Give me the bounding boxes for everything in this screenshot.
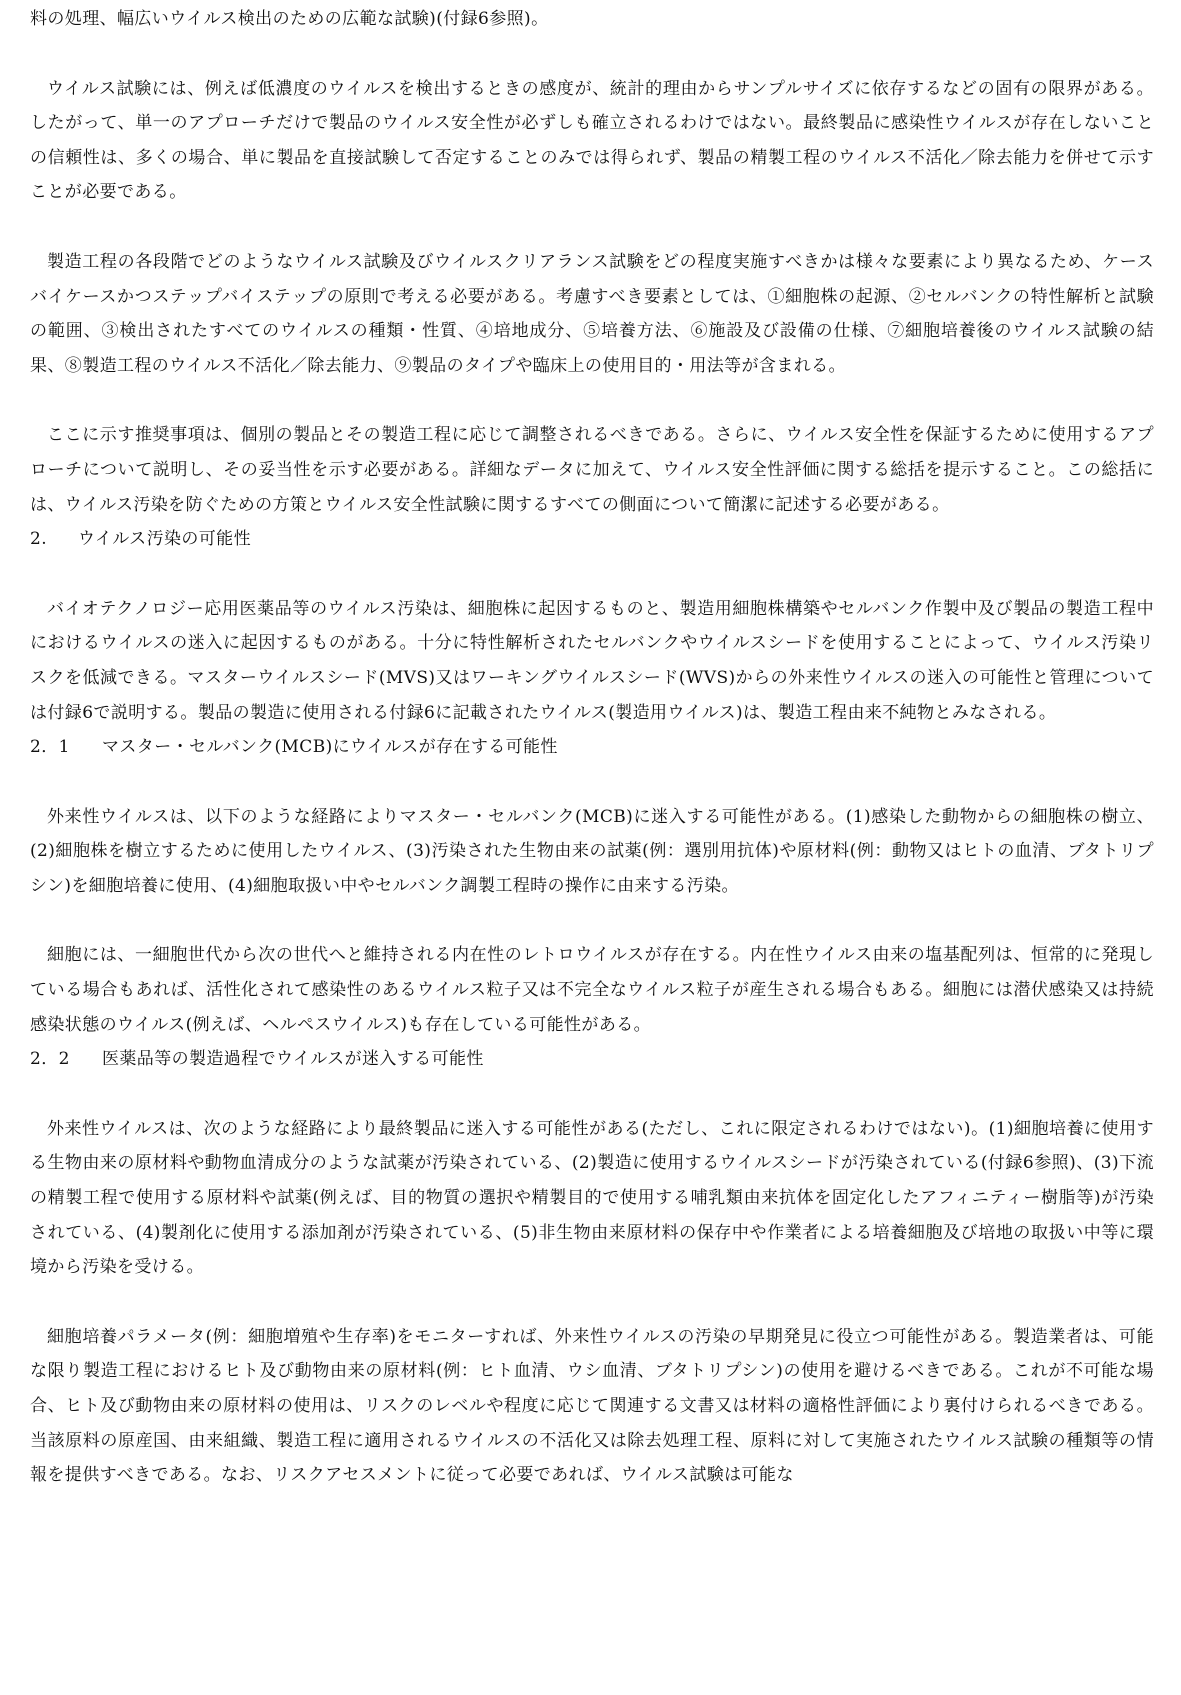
section-number: 2. xyxy=(30,529,48,550)
paragraph-testing-factors: 製造工程の各段階でどのようなウイルス試験及びウイルスクリアランス試験をどの程度実施すべきかは様々な要素により異なるため、ケースバイケースかつステップバイステップの原則で考える必要がある。考慮すべき要素としては、①細胞株の起源、②セルバンクの特性解析と試験の範囲、③検出されたすべてのウイルスの種類・性質、④培地成分、⑤培養方法、⑥施設及び設備の仕様、⑦細胞培養後のウイルス試験の結果、⑧製造工程のウイルス不活化／除去能力、⑨製品のタイプや臨床上の使用目的・用法等が含まれる。 xyxy=(30,251,1154,376)
paragraph-recommendations: ここに示す推奨事項は、個別の製品とその製造工程に応じて調整されるべきである。さらに、ウイルス安全性を保証するために使用するアプローチについて説明し、その妥当性を示す必要がある。詳細なデータに加えて、ウイルス安全性評価に関する総括を提示すること。この総括には、ウイルス汚染を防ぐための方策とウイルス安全性試験に関するすべての側面について簡潔に記述する必要がある。 xyxy=(30,425,1154,515)
section-title: マスター・セルバンク(MCB)にウイルスが存在する可能性 xyxy=(102,737,558,758)
document-page xyxy=(30,0,1154,1493)
section-title: ウイルス汚染の可能性 xyxy=(78,529,251,550)
paragraph-adventitious-routes: 外来性ウイルスは、次のような経路により最終製品に迷入する可能性がある(ただし、これに限定されるわけではない)。(1)細胞培養に使用する生物由来の原材料や動物血清成分のような試薬が汚染されている、(2)製造に使用するウイルスシードが汚染されている(付録6参照)、(3)下流の精製工程で使用する原材料や試薬(例えば、目的物質の選択や精製目的で使用する哺乳類由来抗体を固定化したアフィニティー樹脂等)が汚染されている、(4)製剤化に使用する添加剤が汚染されている、(5)非生物由来原材料の保存中や作業者による培養細胞及び培地の取扱い中等に環境から汚染を受ける。 xyxy=(30,1118,1154,1278)
paragraph-endogenous-retrovirus: 細胞には、一細胞世代から次の世代へと維持される内在性のレトロウイルスが存在する。内在性ウイルス由来の塩基配列は、恒常的に発現している場合もあれば、活性化されて感染性のあるウイルス粒子又は不完全なウイルス粒子が産生される場合もある。細胞には潜伏感染又は持続感染状態のウイルス(例えば、ヘルペスウイルス)も存在している可能性がある。 xyxy=(30,945,1154,1035)
section-heading-2-2 xyxy=(30,1042,1154,1077)
section-heading-2-1 xyxy=(30,730,1154,765)
paragraph-cell-culture-monitoring: 細胞培養パラメータ(例：細胞増殖や生存率)をモニターすれば、外来性ウイルスの汚染の早期発見に役立つ可能性がある。製造業者は、可能な限り製造工程におけるヒト及び動物由来の原材料(例：ヒト血清、ウシ血清、ブタトリプシン)の使用を避けるべきである。これが不可能な場合、ヒト及び動物由来の原材料の使用は、リスクのレベルや程度に応じて関連する文書又は材料の適格性評価により裏付けられるべきである。当該原料の原産国、由来組織、製造工程に適用されるウイルスの不活化又は除去処理工程、原料に対して実施されたウイルス試験の種類等の情報を提供すべきである。なお、リスクアセスメントに従って必要であれば、ウイルス試験は可能な xyxy=(30,1326,1154,1486)
paragraph-virus-testing-limits: ウイルス試験には、例えば低濃度のウイルスを検出するときの感度が、統計的理由からサンプルサイズに依存するなどの固有の限界がある。したがって、単一のアプローチだけで製品のウイルス安全性が必ずしも確立されるわけではない。最終製品に感染性ウイルスが存在しないことの信頼性は、多くの場合、単に製品を直接試験して否定することのみでは得られず、製品の精製工程のウイルス不活化／除去能力を併せて示すことが必要である。 xyxy=(30,78,1154,203)
paragraph-mcb-routes: 外来性ウイルスは、以下のような経路によりマスター・セルバンク(MCB)に迷入する可能性がある。(1)感染した動物からの細胞株の樹立、(2)細胞株を樹立するために使用したウイルス、(3)汚染された生物由来の試薬(例：選別用抗体)や原材料(例：動物又はヒトの血清、ブタトリプシン)を細胞培養に使用、(4)細胞取扱い中やセルバンク調製工程時の操作に由来する汚染。 xyxy=(30,806,1154,896)
paragraph-continuation: 料の処理、幅広いウイルス検出のための広範な試験)(付録6参照)。 xyxy=(30,9,549,29)
paragraph-contamination-sources: バイオテクノロジー応用医薬品等のウイルス汚染は、細胞株に起因するものと、製造用細胞株構築やセルバンク作製中及び製品の製造工程中におけるウイルスの迷入に起因するものがある。十分に特性解析されたセルバンクやウイルスシードを使用することによって、ウイルス汚染リスクを低減できる。マスターウイルスシード(MVS)又はワーキングウイルスシード(WVS)からの外来性ウイルスの迷入の可能性と管理については付録6で説明する。製品の製造に使用される付録6に記載されたウイルス(製造用ウイルス)は、製造工程由来不純物とみなされる。 xyxy=(30,598,1154,723)
section-number: 2．2 xyxy=(30,1049,70,1070)
section-number: 2．1 xyxy=(30,737,70,758)
section-title: 医薬品等の製造過程でウイルスが迷入する可能性 xyxy=(102,1049,484,1070)
section-heading-2 xyxy=(30,522,1154,557)
